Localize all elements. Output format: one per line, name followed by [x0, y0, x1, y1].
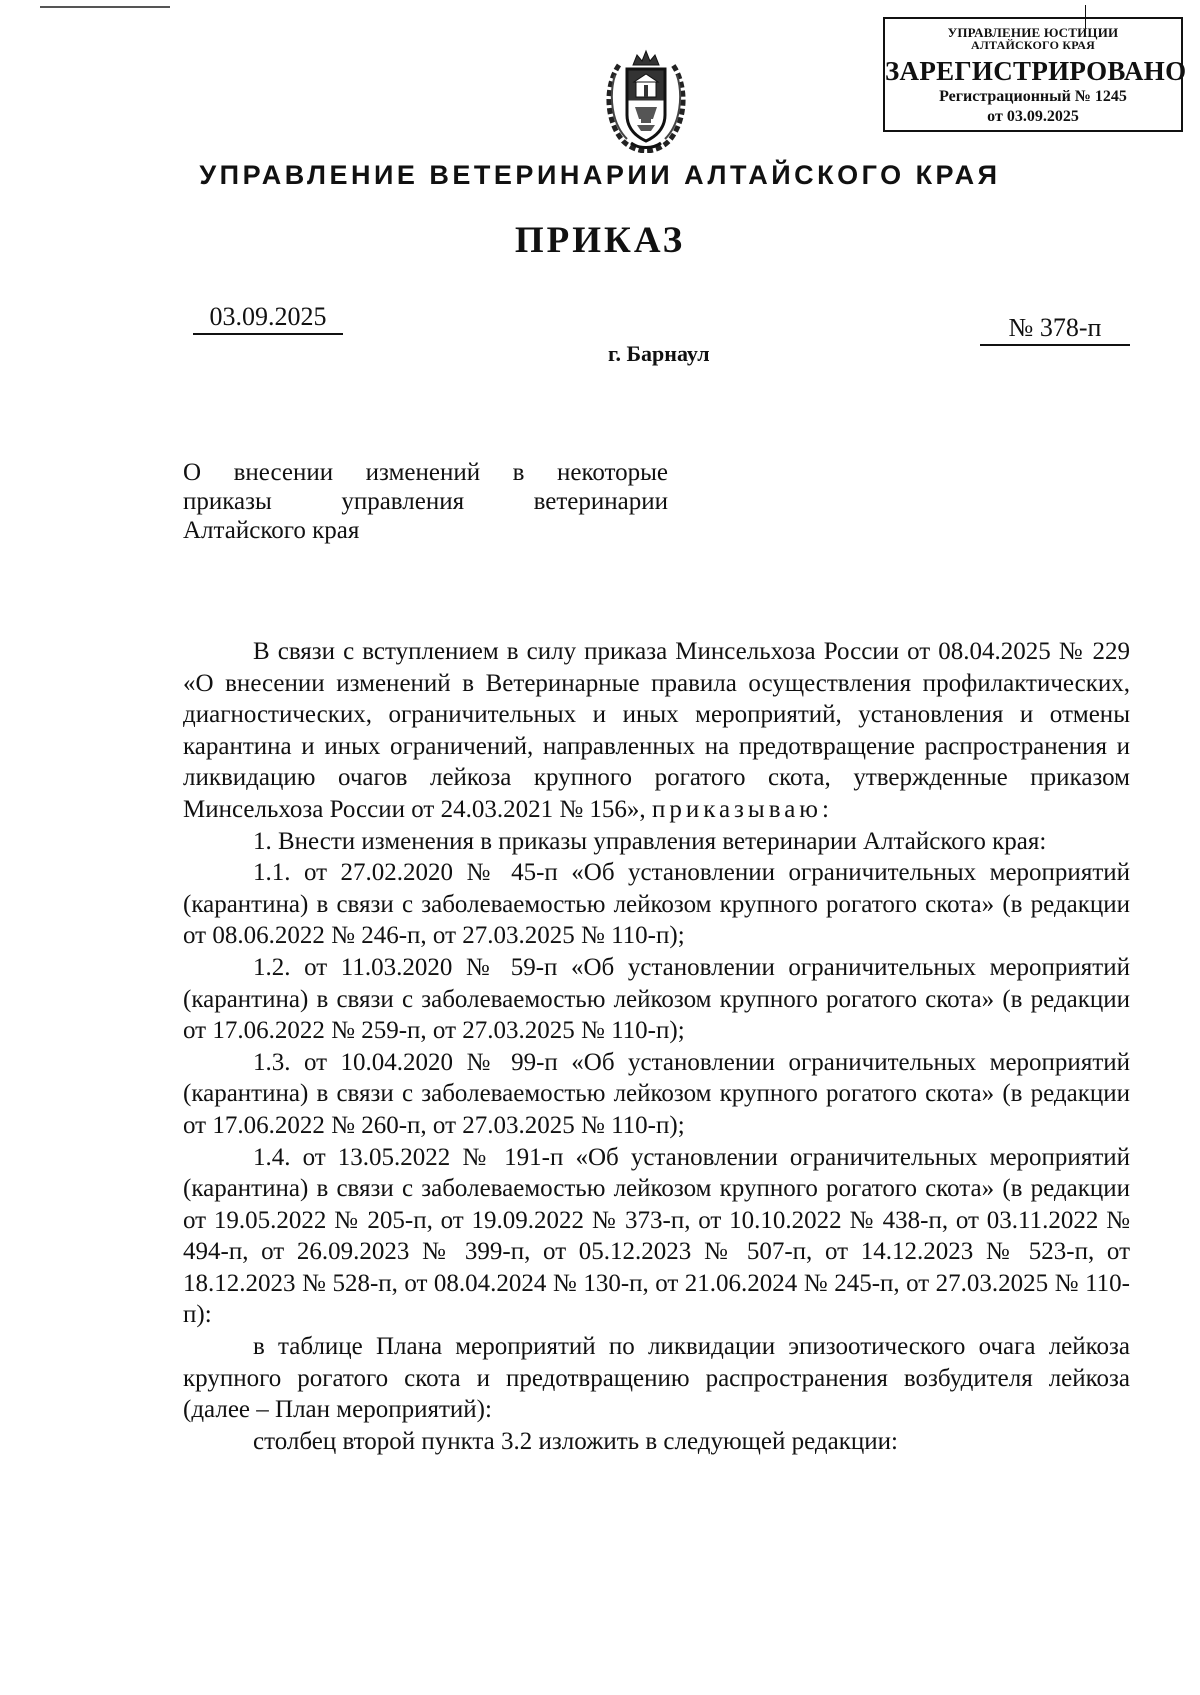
order-subject: [183, 458, 668, 545]
clause-1: 1. Внести изменения в приказы управления ветеринарии Алтайского края:: [253, 827, 1047, 855]
stamp-reg-date: от 03.09.2025: [987, 108, 1079, 125]
organization-name: УПРАВЛЕНИЕ ВЕТЕРИНАРИИ АЛТАЙСКОГО КРАЯ: [199, 160, 1001, 190]
subject-word: некоторые: [556, 459, 668, 486]
subject-word: приказы: [183, 488, 272, 515]
top-margin-line: [40, 6, 170, 8]
preamble-paragraph: [183, 636, 1130, 826]
registration-stamp: [883, 17, 1187, 132]
preamble-text: В связи с вступлением в силу приказа Минсельхоза России от 08.04.2025 № 229 «О внесении изменений в Ветеринарные правила осуществления профилактических, диагностических, ограничительных и иных мероприятий, установления и отмены карантина и иных ограничений, направленных на предотвращение распространения и ликвидацию очагов лейкоза крупного рогатого скота, утвержденные приказом Минсельхоза России от 24.03.2021 № 156»,: [183, 638, 1130, 823]
subject-word: управления: [341, 488, 465, 515]
subject-word: в: [512, 459, 525, 486]
clause-1-1: 1.1. от 27.02.2020 № 45-п «Об установлении ограничительных мероприятий (карантина) в связи с заболеваемостью лейкозом крупного рогатого скота» (в редакции от 08.06.2022 № 246-п, от 27.03.2025 № 110-п);: [183, 859, 1130, 950]
altai-krai-coat-of-arms-icon: [601, 45, 691, 153]
subject-word: изменений: [365, 459, 481, 486]
stamp-reg-number: Регистрационный № 1245: [939, 88, 1127, 105]
plan-table-paragraph: в таблице Плана мероприятий по ликвидации эпизоотического очага лейкоза крупного рогатого скота и предотвращению распространения возбудителя лейкоза (далее – План мероприятий):: [183, 1333, 1130, 1424]
subject-line-2: [183, 487, 668, 516]
subject-word: О: [183, 459, 202, 486]
order-directive: приказываю:: [651, 795, 833, 823]
stamp-authority-line2: АЛТАЙСКОГО КРАЯ: [971, 38, 1095, 52]
clause-1-2: 1.2. от 11.03.2020 № 59-п «Об установлении ограничительных мероприятий (карантина) в связи с заболеваемостью лейкозом крупного рогатого скота» (в редакции от 17.06.2022 № 259-п, от 27.03.2025 № 110-п);: [183, 953, 1130, 1045]
column-edit-paragraph: столбец второй пункта 3.2 изложить в следующей редакции:: [253, 1427, 898, 1455]
order-body: [183, 636, 1130, 1457]
city: г. Барнаул: [608, 341, 710, 366]
stamp-status: ЗАРЕГИСТРИРОВАНО: [885, 56, 1187, 86]
subject-line-1: [183, 458, 668, 487]
document-type: ПРИКАЗ: [514, 220, 686, 261]
clause-1-4: 1.4. от 13.05.2022 № 191-п «Об установлении ограничительных мероприятий (карантина) в связи с заболеваемостью лейкозом крупного рогатого скота» (в редакции от 19.05.2022 № 205-п, от 19.09.2022 № 373-п, от 10.10.2022 № 438-п, от 03.11.2022 № 494-п, от 26.09.2023 № 399-п, от 05.12.2023 № 507-п, от 14.12.2023 № 523-п, от 18.12.2023 № 528-п, от 08.04.2024 № 130-п, от 21.06.2024 № 245-п, от 27.03.2025 № 110-п):: [183, 1143, 1130, 1329]
stamp-authority-line1: УПРАВЛЕНИЕ ЮСТИЦИИ: [947, 25, 1119, 40]
order-number: № 378-п: [980, 312, 1130, 346]
subject-word: внесении: [233, 459, 334, 486]
subject-line-3: Алтайского края: [183, 517, 360, 544]
clause-1-3: 1.3. от 10.04.2020 № 99-п «Об установлении ограничительных мероприятий (карантина) в связи с заболеваемостью лейкозом крупного рогатого скота» (в редакции от 17.06.2022 № 260-п, от 27.03.2025 № 110-п);: [183, 1048, 1130, 1139]
order-date: 03.09.2025: [193, 301, 343, 335]
subject-word: ветеринарии: [533, 488, 668, 515]
